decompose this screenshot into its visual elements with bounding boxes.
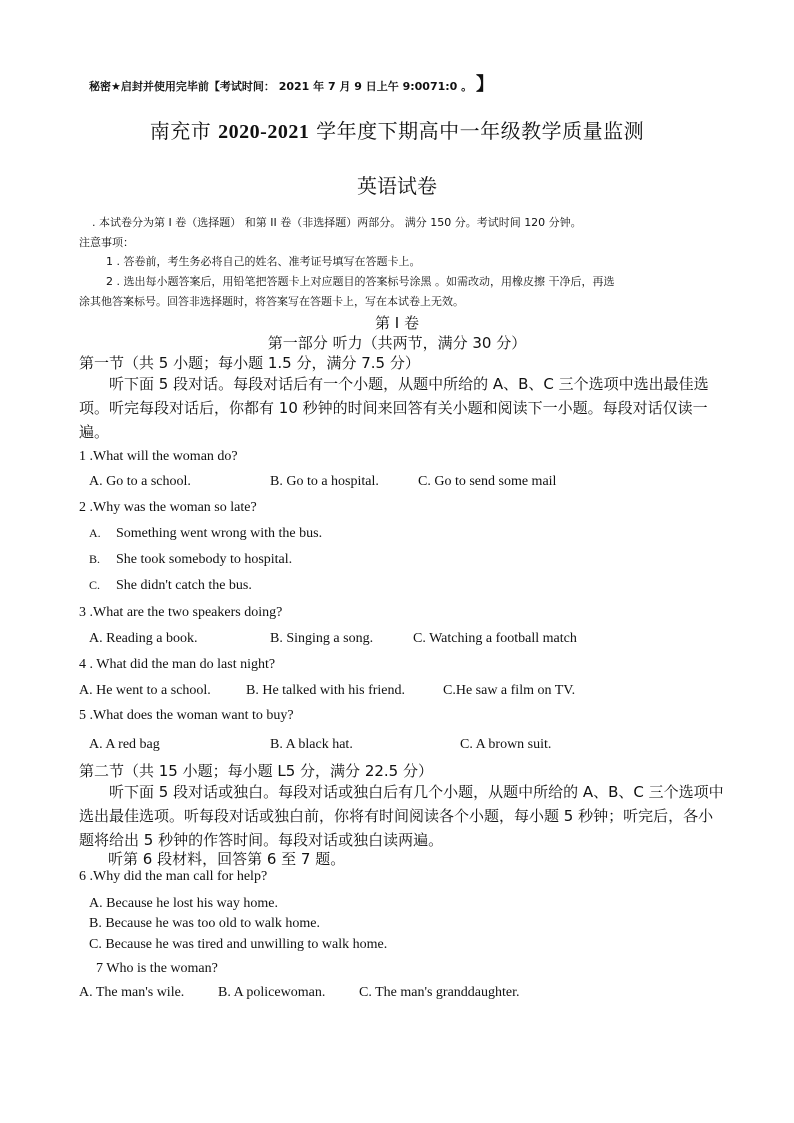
q5-option-a: A. A red bag bbox=[89, 737, 160, 752]
q7-option-b: B. A policewoman. bbox=[218, 985, 326, 1000]
question-4: 4 . What did the man do last night? bbox=[79, 657, 276, 672]
q3-option-a: A. Reading a book. bbox=[89, 631, 198, 646]
q4-option-c: C.He saw a film on TV. bbox=[443, 683, 576, 698]
q1-option-b: B. Go to a hospital. bbox=[270, 474, 379, 489]
question-6: 6 .Why did the man call for help? bbox=[79, 869, 268, 884]
q2-option-b: She took somebody to hospital. bbox=[116, 552, 293, 567]
q7-option-a: A. The man's wile. bbox=[79, 985, 185, 1000]
q5-option-b: B. A black hat. bbox=[270, 737, 353, 752]
q3-option-b: B. Singing a song. bbox=[270, 631, 374, 646]
q2-option-c: She didn't catch the bus. bbox=[116, 578, 252, 593]
question-2: 2 .Why was the woman so late? bbox=[79, 500, 257, 515]
volume-heading: 第 I 卷 bbox=[375, 314, 419, 332]
section-two-heading: 第二节（共 15 小题；每小题 L5 分，满分 22.5 分） bbox=[79, 762, 433, 780]
exam-subtitle: 英语试卷 bbox=[357, 174, 437, 198]
q6-option-c: C. Because he was tired and unwilling to walk home. bbox=[89, 937, 388, 952]
closing-bracket: 】 bbox=[475, 74, 494, 95]
section-one-intro: 听下面 5 段对话。每段对话后有一个小题，从题中所给的 A、B、C 三个选项中选出最佳选项。听完每段对话后，你都有 10 秒钟的时间来回答有关小题和阅读下一小题。每段对话仅读一遍。 bbox=[79, 375, 709, 441]
confidential-notice bbox=[89, 70, 494, 96]
q2-option-a: Something went wrong with the bus. bbox=[116, 526, 323, 541]
exam-title bbox=[0, 115, 794, 144]
notice-item-1: 1 . 答卷前，考生务必将自己的姓名、准考证号填写在答题卡上。 bbox=[106, 255, 421, 268]
notice-label: 注意事项： bbox=[79, 236, 134, 249]
material-6-instruction: 听第 6 段材料，回答第 6 至 7 题。 bbox=[108, 850, 346, 868]
question-7: 7 Who is the woman? bbox=[96, 961, 218, 976]
q1-option-c: C. Go to send some mail bbox=[418, 474, 557, 489]
title-suffix: 学年度下期高中一年级教学质量监测 bbox=[309, 119, 645, 143]
section-one-heading: 第一节（共 5 小题；每小题 1.5 分，满分 7.5 分） bbox=[79, 354, 420, 372]
q7-option-c: C. The man's granddaughter. bbox=[359, 985, 520, 1000]
q2-option-b-letter: B. bbox=[89, 552, 101, 566]
q2-option-c-letter: C. bbox=[89, 578, 101, 592]
question-1: 1 .What will the woman do? bbox=[79, 449, 238, 464]
q6-option-b: B. Because he was too old to walk home. bbox=[89, 916, 320, 931]
title-prefix: 南充市 bbox=[149, 119, 219, 143]
q5-option-c: C. A brown suit. bbox=[460, 737, 552, 752]
q1-option-a: A. Go to a school. bbox=[89, 474, 191, 489]
confidential-text: 秘密★启封并使用完毕前【考试时间： 2021 年 7 月 9 日上午 9:0071:0 。 bbox=[89, 80, 473, 93]
notice-item-2: 2 . 选出每小题答案后，用铅笔把答题卡上对应题目的答案标号涂黑 。如需改动，用橡皮擦 干净后，再选 bbox=[106, 275, 615, 288]
q4-option-a: A. He went to a school. bbox=[79, 683, 211, 698]
q4-option-b: B. He talked with his friend. bbox=[246, 683, 406, 698]
title-year: 2020-2021 bbox=[218, 121, 310, 143]
question-5: 5 .What does the woman want to buy? bbox=[79, 708, 294, 723]
notice-item-2-cont: 涂其他答案标号。回答非选择题时，将答案写在答题卡上，写在本试卷上无效。 bbox=[79, 295, 464, 308]
part-one-heading: 第一部分 听力（共两节，满分 30 分） bbox=[267, 334, 527, 352]
q6-option-a: A. Because he lost his way home. bbox=[89, 896, 278, 911]
instruction-line: . 本试卷分为第 I 卷（选择题） 和第 II 卷（非选择题）两部分。 满分 150 分。考试时间 120 分钟。 bbox=[92, 216, 582, 229]
question-3: 3 .What are the two speakers doing? bbox=[79, 605, 283, 620]
q3-option-c: C. Watching a football match bbox=[413, 631, 577, 646]
q2-option-a-letter: A. bbox=[89, 526, 101, 540]
section-two-intro: 听下面 5 段对话或独白。每段对话或独白后有几个小题，从题中所给的 A、B、C 三个选项中选出最佳选项。听每段对话或独白前，你将有时间阅读各个小题，每小题 5 秒钟；听完后，各小题将给出 5 秒钟的作答时间。每段对话或独白读两遍。 bbox=[79, 783, 724, 849]
